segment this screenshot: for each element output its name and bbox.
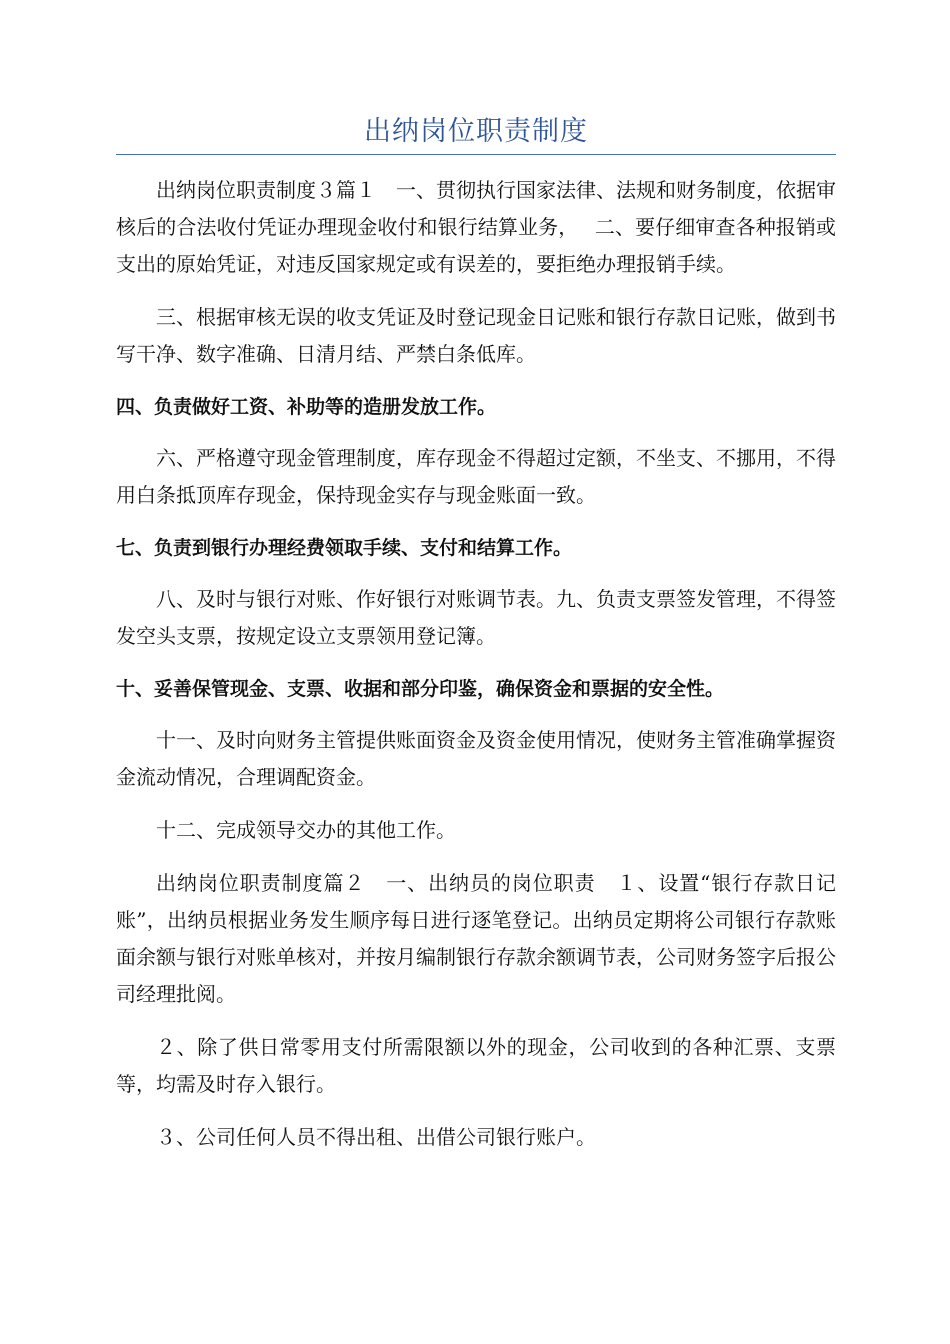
bold-paragraph: 十、妥善保管现金、支票、收据和部分印鉴，确保资金和票据的安全性。: [116, 678, 725, 700]
document-body: [116, 172, 836, 1172]
document-title: 出纳岗位职责制度: [364, 116, 588, 147]
paragraph: 三、根据审核无误的收支凭证及时登记现金日记账和银行存款日记账，做到书写干净、数字准确、日清月结、严禁白条低库。: [116, 305, 836, 366]
paragraph: 六、严格遵守现金管理制度，库存现金不得超过定额，不坐支、不挪用，不得用白条抵顶库存现金，保持现金实存与现金账面一致。: [116, 446, 836, 507]
paragraph: 十一、及时向财务主管提供账面资金及资金使用情况，使财务主管准确掌握资金流动情况，合理调配资金。: [116, 728, 836, 789]
bold-paragraph: 七、负责到银行办理经费领取手续、支付和结算工作。: [116, 537, 573, 559]
paragraph: 八、及时与银行对账、作好银行对账调节表。九、负责支票签发管理，不得签发空头支票，按规定设立支票领用登记簿。: [116, 587, 836, 648]
paragraph: 出纳岗位职责制度篇２ 一、出纳员的岗位职责 １、设置“银行存款日记账”，出纳员根据业务发生顺序每日进行逐笔登记。出纳员定期将公司银行存款账面余额与银行对账单核对，并按月编制银行存款余额调节表，公司财务签字后报公司经理批阅。: [116, 871, 836, 1006]
title-underline: [116, 154, 836, 155]
paragraph: 十二、完成领导交办的其他工作。: [156, 818, 456, 842]
bold-paragraph: 四、负责做好工资、补助等的造册发放工作。: [116, 396, 497, 418]
paragraph: ２、除了供日常零用支付所需限额以外的现金，公司收到的各种汇票、支票等，均需及时存入银行。: [116, 1035, 836, 1096]
paragraph: ３、公司任何人员不得出租、出借公司银行账户。: [156, 1125, 596, 1149]
paragraph: 出纳岗位职责制度３篇１ 一、贯彻执行国家法律、法规和财务制度，依据审核后的合法收付凭证办理现金收付和银行结算业务， 二、要仔细审查各种报销或支出的原始凭证，对违反国家规定或有误差的，要拒绝办理报销手续。: [116, 178, 836, 276]
